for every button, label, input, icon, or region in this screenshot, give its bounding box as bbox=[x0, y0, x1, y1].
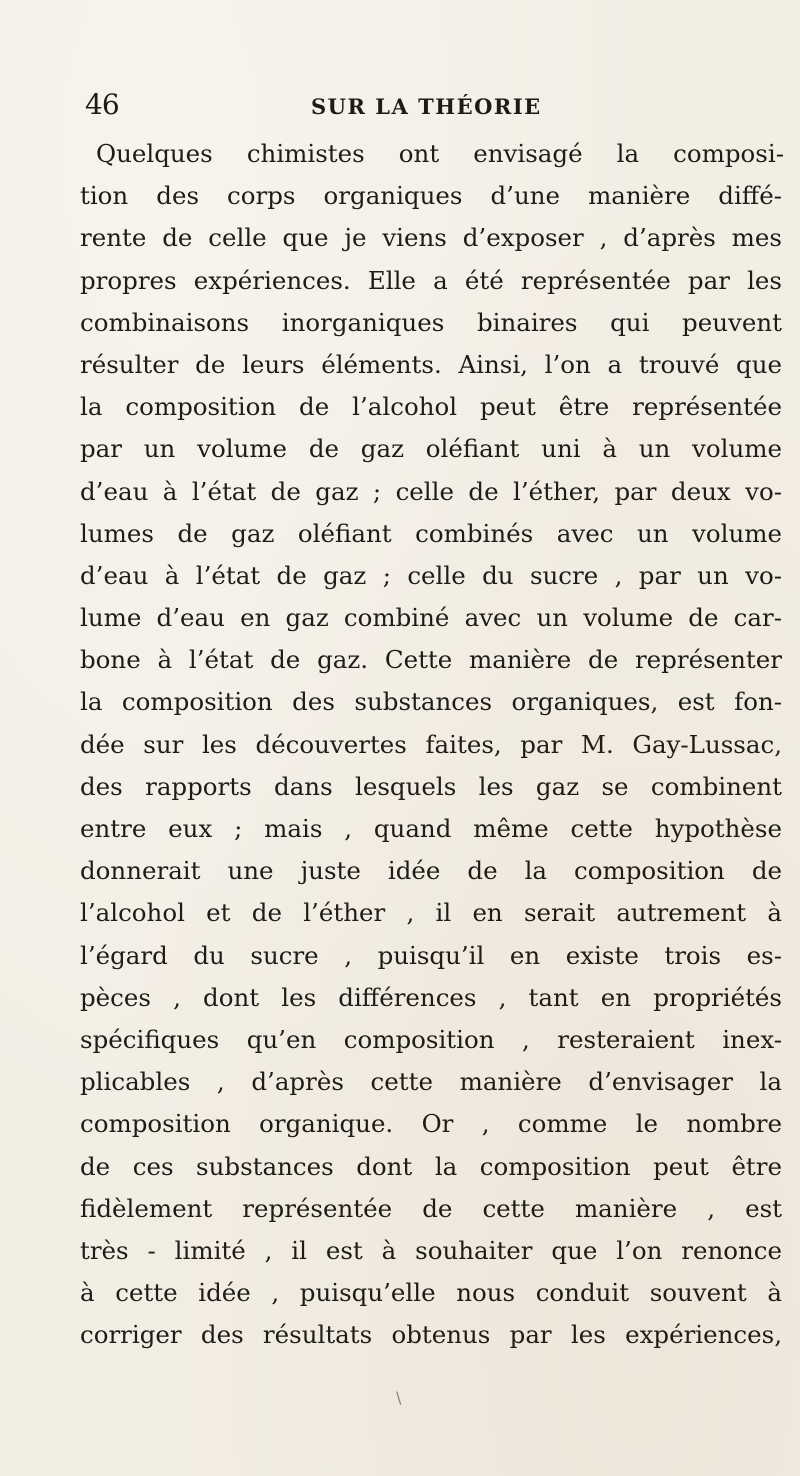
text-line: plicables , d’après cette manière d’envisager la bbox=[80, 1067, 782, 1097]
text-line: lume d’eau en gaz combiné avec un volume de car- bbox=[80, 603, 782, 633]
text-line: combinaisons inorganiques binaires qui peuvent bbox=[80, 307, 782, 337]
text-line: composition organique. Or , comme le nombre bbox=[80, 1109, 782, 1139]
text-line: la composition des substances organiques, est fon- bbox=[80, 687, 782, 717]
text-line: l’égard du sucre , puisqu’il en existe trois es- bbox=[80, 940, 782, 970]
text-line: donnerait une juste idée de la composition de bbox=[80, 856, 782, 886]
text-line: tion des corps organiques d’une manière diffé- bbox=[80, 181, 782, 211]
text-line: à cette idée , puisqu’elle nous conduit souvent à bbox=[80, 1278, 782, 1308]
text-line: d’eau à l’état de gaz ; celle du sucre , par un vo- bbox=[80, 560, 782, 590]
text-line: spécifiques qu’en composition , resteraient inex- bbox=[80, 1024, 782, 1054]
text-line: Quelques chimistes ont envisagé la composi- bbox=[96, 139, 784, 168]
text-line: très - limité , il est à souhaiter que l’on renonce bbox=[80, 1235, 782, 1265]
text-line: de ces substances dont la composition peut être bbox=[80, 1151, 782, 1181]
text-line: dée sur les découvertes faites, par M. Gay-Lussac, bbox=[80, 729, 782, 759]
text-line: résulter de leurs éléments. Ainsi, l’on a trouvé que bbox=[80, 349, 782, 379]
text-line: la composition de l’alcohol peut être représentée bbox=[80, 392, 782, 422]
stray-mark: \ bbox=[396, 1388, 402, 1407]
text-line: l’alcohol et de l’éther , il en serait autrement à bbox=[80, 898, 782, 928]
text-line: corriger des résultats obtenus par les expériences, bbox=[80, 1320, 782, 1350]
text-line: d’eau à l’état de gaz ; celle de l’éther, par deux vo- bbox=[80, 476, 782, 506]
text-line: par un volume de gaz oléfiant uni à un volume bbox=[80, 434, 782, 464]
text-line: rente de celle que je viens d’exposer , d’après mes bbox=[80, 223, 782, 253]
text-line: lumes de gaz oléfiant combinés avec un volume bbox=[80, 518, 782, 548]
text-line: propres expériences. Elle a été représentée par les bbox=[80, 265, 782, 295]
page-number: 46 bbox=[85, 88, 119, 121]
text-line: bone à l’état de gaz. Cette manière de représenter bbox=[80, 645, 782, 675]
running-title: SUR LA THÉORIE bbox=[311, 94, 542, 119]
text-line: des rapports dans lesquels les gaz se combinent bbox=[80, 771, 782, 801]
body-text bbox=[80, 133, 795, 1356]
text-line: fidèlement représentée de cette manière , est bbox=[80, 1193, 782, 1223]
text-line: entre eux ; mais , quand même cette hypothèse bbox=[80, 814, 782, 843]
text-line: pèces , dont les différences , tant en propriétés bbox=[80, 982, 782, 1012]
page-header bbox=[80, 88, 740, 128]
